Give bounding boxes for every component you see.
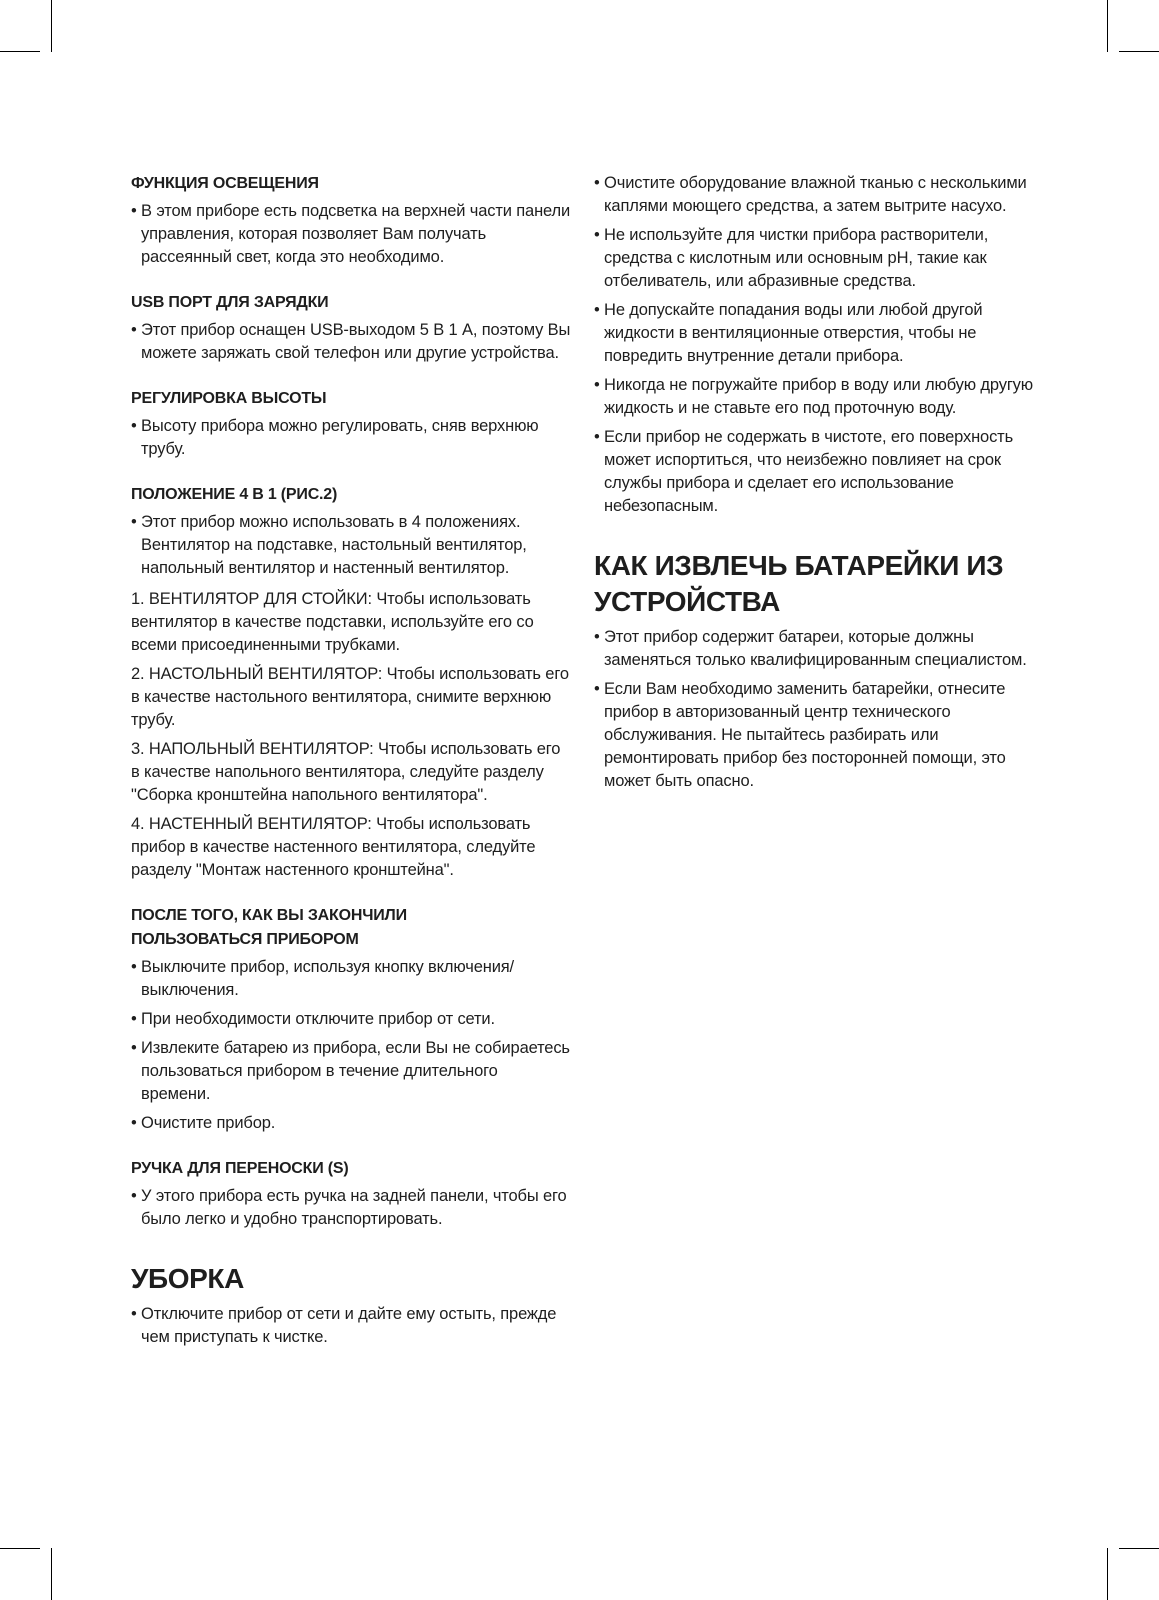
left-column — [131, 172, 571, 1371]
crop-mark-top-left-horizontal — [0, 51, 40, 52]
crop-mark-top-right-vertical — [1107, 0, 1108, 52]
section-usb — [131, 291, 571, 365]
cleaning-heading: УБОРКА — [131, 1263, 244, 1294]
section-height — [131, 387, 571, 461]
crop-mark-bottom-left-horizontal — [0, 1548, 40, 1549]
positions-item-1: 1. ВЕНТИЛЯТОР ДЛЯ СТОЙКИ: Чтобы использовать вентилятор в качестве подставки, используйте его со всеми присоединенными трубками. — [131, 590, 534, 654]
lighting-heading: ФУНКЦИЯ ОСВЕЩЕНИЯ — [131, 175, 319, 192]
section-cleaning-continued — [594, 172, 1034, 518]
usb-heading: USB ПОРТ ДЛЯ ЗАРЯДКИ — [131, 294, 329, 311]
section-positions — [131, 483, 571, 882]
positions-item-4: 4. НАСТЕННЫЙ ВЕНТИЛЯТОР: Чтобы использовать прибор в качестве настенного вентилятора, следуйте разделу "Монтаж настенного кронштейна". — [131, 815, 536, 879]
batteries-bullet-2: • Если Вам необходимо заменить батарейки, отнесите прибор в авторизованный центр технического обслуживания. Не пытайтесь разбирать или ремонтировать прибор без посторонней помощи, это может быть опасно. — [594, 680, 1006, 790]
after-use-bullet-3: • Извлеките батарею из прибора, если Вы не собираетесь пользоваться прибором в течение длительного времени. — [131, 1039, 570, 1103]
positions-item-3: 3. НАПОЛЬНЫЙ ВЕНТИЛЯТОР: Чтобы использовать его в качестве напольного вентилятора, следуйте разделу "Сборка кронштейна напольного вентилятора". — [131, 740, 561, 804]
cleaning-cont-bullet-3: • Не допускайте попадания воды или любой другой жидкости в вентиляционные отверстия, чтобы не повредить внутренние детали прибора. — [594, 301, 983, 365]
batteries-heading — [594, 548, 1034, 620]
after-use-bullet-4: • Очистите прибор. — [131, 1114, 276, 1132]
cleaning-cont-bullet-5: • Если прибор не содержать в чистоте, его поверхность может испортиться, что неизбежно повлияет на срок службы прибора и сделает его использование небезопасным. — [594, 428, 1014, 515]
section-batteries — [594, 548, 1034, 793]
height-heading: РЕГУЛИРОВКА ВЫСОТЫ — [131, 390, 327, 407]
usb-bullet: • Этот прибор оснащен USB-выходом 5 В 1 А, поэтому Вы можете заряжать свой телефон или другие устройства. — [131, 321, 571, 362]
after-use-heading-line2: ПОЛЬЗОВАТЬСЯ ПРИБОРОМ — [131, 931, 359, 948]
positions-heading: ПОЛОЖЕНИЕ 4 В 1 (РИС.2) — [131, 486, 338, 503]
after-use-heading — [131, 904, 571, 952]
section-lighting — [131, 172, 571, 269]
section-after-use — [131, 904, 571, 1135]
positions-item-2: 2. НАСТОЛЬНЫЙ ВЕНТИЛЯТОР: Чтобы использовать его в качестве настольного вентилятора, снимите верхнюю трубу. — [131, 665, 569, 729]
handle-heading: РУЧКА ДЛЯ ПЕРЕНОСКИ (S) — [131, 1160, 349, 1177]
cleaning-cont-bullet-2: • Не используйте для чистки прибора растворители, средства с кислотным или основным pH, такие как отбеливатель, или абразивные средства. — [594, 226, 989, 290]
crop-mark-bottom-right-horizontal — [1119, 1548, 1159, 1549]
cleaning-bullet: • Отключите прибор от сети и дайте ему остыть, прежде чем приступать к чистке. — [131, 1305, 557, 1346]
crop-mark-top-right-horizontal — [1119, 51, 1159, 52]
after-use-heading-line1: ПОСЛЕ ТОГО, КАК ВЫ ЗАКОНЧИЛИ — [131, 907, 407, 924]
crop-mark-bottom-left-vertical — [51, 1548, 52, 1600]
handle-bullet: • У этого прибора есть ручка на задней панели, чтобы его было легко и удобно транспортировать. — [131, 1187, 567, 1228]
section-cleaning — [131, 1261, 571, 1349]
section-handle — [131, 1157, 571, 1231]
crop-mark-top-left-vertical — [51, 0, 52, 52]
lighting-bullet: • В этом приборе есть подсветка на верхней части панели управления, которая позволяет Вам получать рассеянный свет, когда это необходимо. — [131, 202, 571, 266]
batteries-bullet-1: • Этот прибор содержит батареи, которые должны заменяться только квалифицированным специалистом. — [594, 628, 1027, 669]
height-bullet: • Высоту прибора можно регулировать, сняв верхнюю трубу. — [131, 417, 539, 458]
batteries-heading-line1: КАК ИЗВЛЕЧЬ БАТАРЕЙКИ ИЗ — [594, 550, 1004, 581]
right-column — [594, 172, 1034, 815]
after-use-bullet-1: • Выключите прибор, используя кнопку включения/выключения. — [131, 958, 514, 999]
positions-bullet: • Этот прибор можно использовать в 4 положениях. Вентилятор на подставке, настольный вентилятор, напольный вентилятор и настенный вентилятор. — [131, 513, 527, 577]
cleaning-cont-bullet-1: • Очистите оборудование влажной тканью с несколькими каплями моющего средства, а затем вытрите насухо. — [594, 174, 1027, 215]
cleaning-cont-bullet-4: • Никогда не погружайте прибор в воду или любую другую жидкость и не ставьте его под проточную воду. — [594, 376, 1034, 417]
crop-mark-bottom-right-vertical — [1107, 1548, 1108, 1600]
batteries-heading-line2: УСТРОЙСТВА — [594, 586, 780, 617]
after-use-bullet-2: • При необходимости отключите прибор от сети. — [131, 1010, 495, 1028]
